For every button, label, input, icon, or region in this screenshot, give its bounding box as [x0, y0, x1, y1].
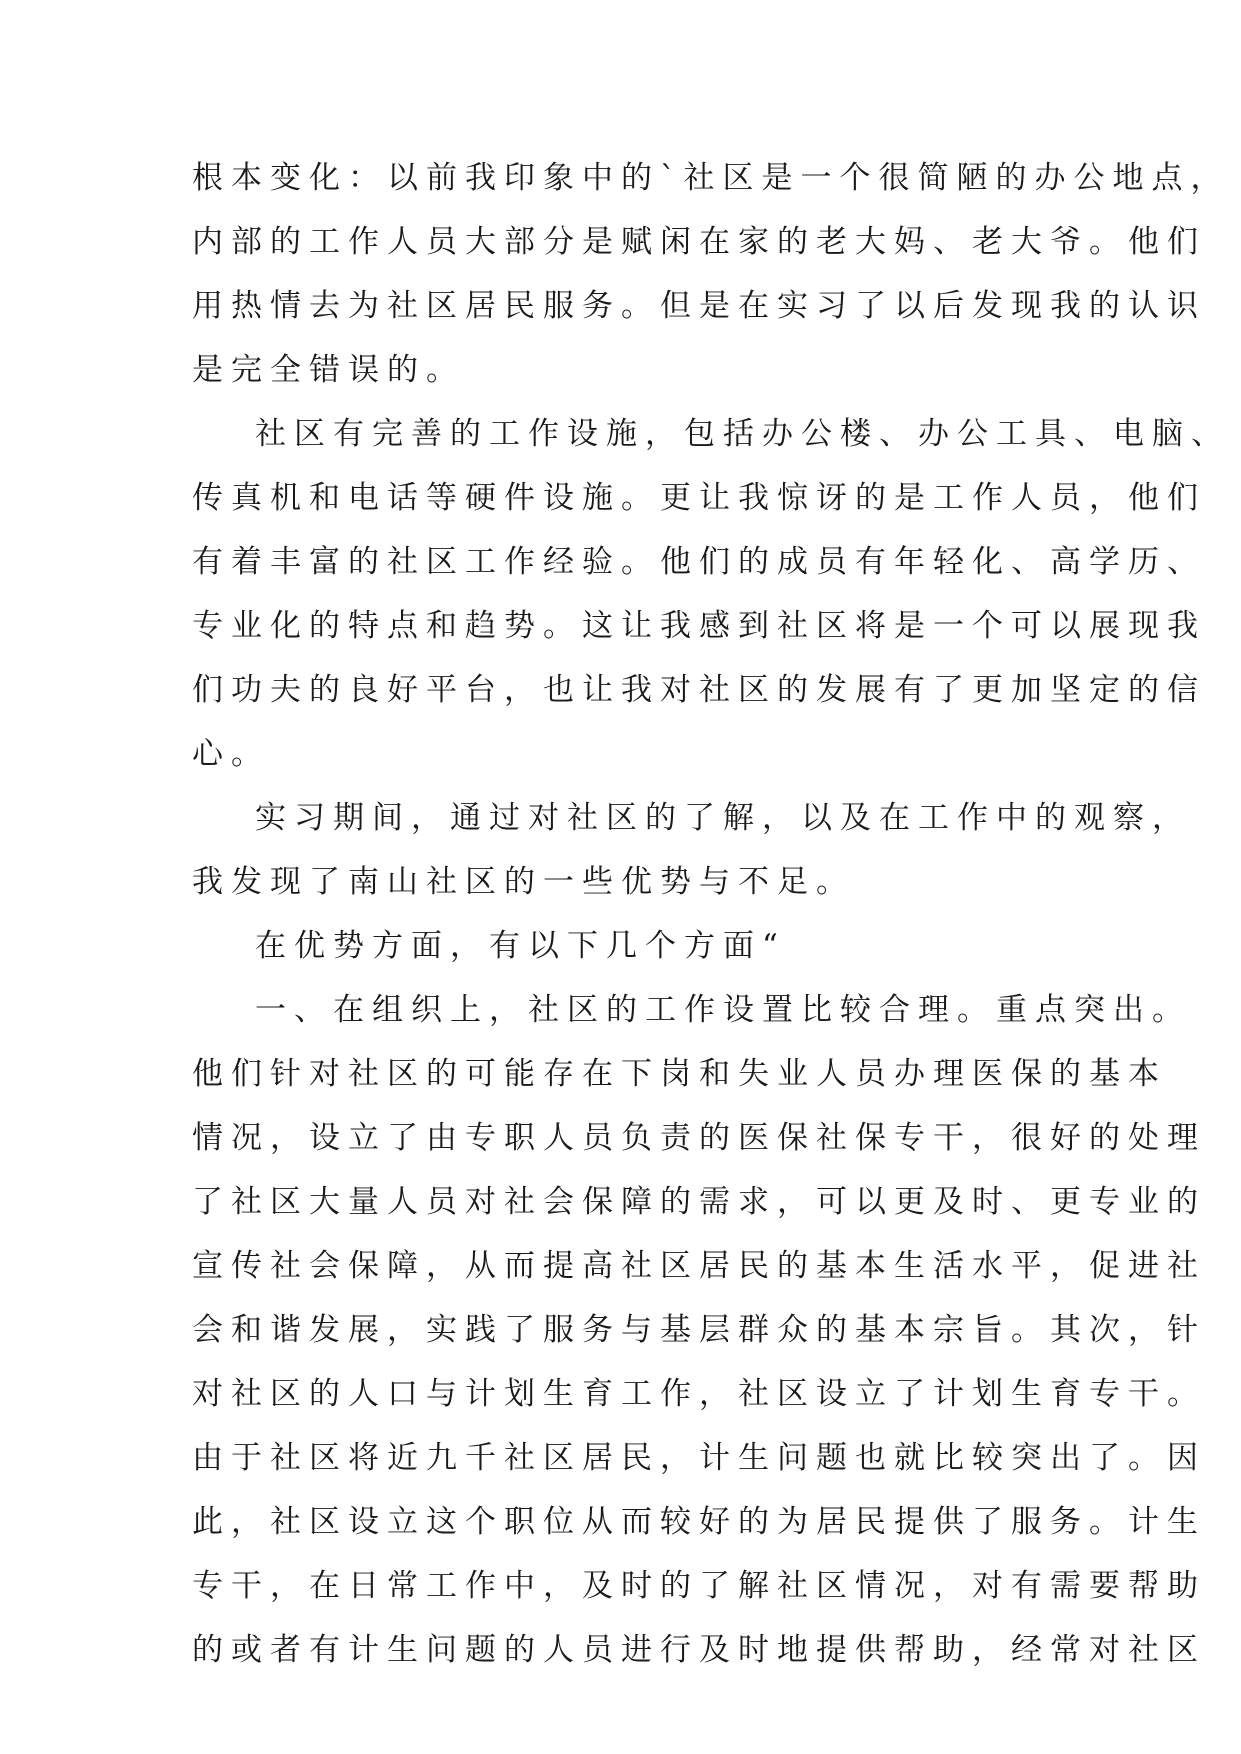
text-line: 心。: [192, 736, 270, 772]
text-line: 是完全错误的。: [192, 352, 465, 388]
text-line: 情况，设立了由专职人员负责的医保社保专干，很好的处理: [192, 1120, 1206, 1156]
text-line: 的或者有计生问题的人员进行及时地提供帮助，经常对社区: [192, 1632, 1206, 1668]
text-line: 我发现了南山社区的一些优势与不足。: [192, 864, 855, 900]
text-line: 有着丰富的社区工作经验。他们的成员有年轻化、高学历、: [192, 544, 1206, 580]
text-line: 内部的工作人员大部分是赋闲在家的老大妈、老大爷。他们: [192, 224, 1206, 260]
text-line: 专干，在日常工作中，及时的了解社区情况，对有需要帮助: [192, 1568, 1206, 1604]
paragraph-first-line: 在优势方面，有以下几个方面“: [255, 928, 786, 964]
paragraph-first-line: 一、在组织上，社区的工作设置比较合理。重点突出。: [255, 992, 1191, 1028]
text-line: 用热情去为社区居民服务。但是在实习了以后发现我的认识: [192, 288, 1206, 324]
text-line: 传真机和电话等硬件设施。更让我惊讶的是工作人员，他们: [192, 480, 1206, 516]
text-line: 宣传社会保障，从而提高社区居民的基本生活水平，促进社: [192, 1248, 1206, 1284]
text-line: 此，社区设立这个职位从而较好的为居民提供了服务。计生: [192, 1504, 1206, 1540]
paragraph-first-line: 社区有完善的工作设施，包括办公楼、办公工具、电脑、: [255, 416, 1230, 452]
text-line: 根本变化：以前我印象中的`社区是一个很简陋的办公地点，: [192, 160, 1230, 196]
text-line: 会和谐发展，实践了服务与基层群众的基本宗旨。其次，针: [192, 1312, 1206, 1348]
text-line: 们功夫的良好平台，也让我对社区的发展有了更加坚定的信: [192, 672, 1206, 708]
text-line: 专业化的特点和趋势。这让我感到社区将是一个可以展现我: [192, 608, 1206, 644]
text-line: 了社区大量人员对社会保障的需求，可以更及时、更专业的: [192, 1184, 1206, 1220]
paragraph-first-line: 实习期间，通过对社区的了解，以及在工作中的观察，: [255, 800, 1191, 836]
text-line: 他们针对社区的可能存在下岗和失业人员办理医保的基本: [192, 1056, 1167, 1092]
text-line: 由于社区将近九千社区居民，计生问题也就比较突出了。因: [192, 1440, 1206, 1476]
text-line: 对社区的人口与计划生育工作，社区设立了计划生育专干。: [192, 1376, 1206, 1412]
